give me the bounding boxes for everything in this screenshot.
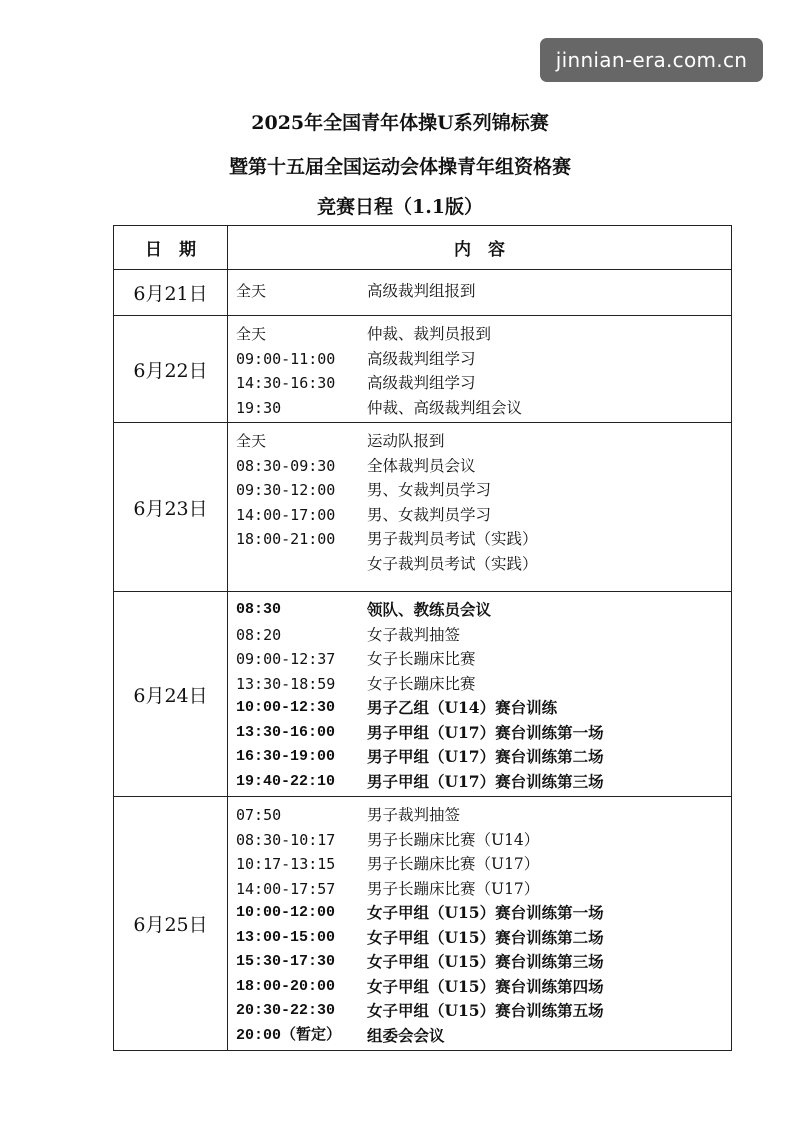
event-time: 19:30 xyxy=(236,398,282,417)
event-time: 10:00-12:00 xyxy=(236,904,336,921)
event-item xyxy=(236,828,731,853)
event-time: 08:30-10:17 xyxy=(236,830,336,849)
event-time: 20:30-22:30 xyxy=(236,1002,336,1019)
event-item xyxy=(236,647,731,672)
event-time: 09:00-12:37 xyxy=(236,650,336,668)
day-date: 6月25日 xyxy=(114,797,228,1051)
day-events xyxy=(228,316,732,423)
event-item xyxy=(236,926,731,951)
table-row xyxy=(114,270,732,316)
day-date: 6月21日 xyxy=(114,270,228,316)
event-item xyxy=(236,672,731,697)
event-text: 女子甲组（U15）赛台训练第四场 xyxy=(367,976,604,996)
event-time: 07:50 xyxy=(236,806,282,824)
event-item xyxy=(236,1024,731,1049)
event-item xyxy=(236,999,731,1024)
event-item xyxy=(236,745,731,770)
event-time: 18:00-21:00 xyxy=(236,530,336,548)
event-text: 高级裁判组学习 xyxy=(367,374,476,392)
document-title: 2025年全国青年体操U系列锦标赛 xyxy=(251,112,549,134)
event-text: 男子甲组（U17）赛台训练第三场 xyxy=(367,771,604,791)
event-item xyxy=(236,623,731,648)
event-text: 女子甲组（U15）赛台训练第一场 xyxy=(367,903,604,922)
event-time: 08:30-09:30 xyxy=(236,456,336,475)
event-item xyxy=(236,347,731,372)
event-item xyxy=(236,552,731,577)
watermark-badge: jinnian-era.com.cn xyxy=(540,38,763,82)
event-item xyxy=(236,803,731,828)
event-item xyxy=(236,527,731,552)
event-time: 全天 xyxy=(236,325,267,343)
event-item xyxy=(236,279,731,304)
table-row xyxy=(114,797,732,1051)
event-item xyxy=(236,503,731,528)
event-time: 19:40-22:10 xyxy=(236,772,336,790)
schedule-table xyxy=(113,225,732,1051)
event-text: 男子长蹦床比赛（U17） xyxy=(367,879,540,898)
event-time: 13:30-16:00 xyxy=(236,723,336,741)
event-time: 18:00-20:00 xyxy=(236,977,336,995)
event-text: 女子长蹦床比赛 xyxy=(367,650,476,668)
event-item xyxy=(236,322,731,347)
event-time: 全天 xyxy=(236,432,267,450)
day-date: 6月22日 xyxy=(114,316,228,423)
event-item xyxy=(236,721,731,746)
event-text: 女子甲组（U15）赛台训练第三场 xyxy=(367,952,604,971)
event-text: 女子裁判员考试（实践） xyxy=(367,554,538,573)
event-text: 男子长蹦床比赛（U14） xyxy=(367,830,540,849)
event-text: 仲裁、高级裁判组会议 xyxy=(367,398,523,417)
event-item xyxy=(236,478,731,503)
event-item xyxy=(236,429,731,454)
event-item xyxy=(236,877,731,902)
event-item xyxy=(236,975,731,1000)
event-item xyxy=(236,696,731,721)
event-item xyxy=(236,598,731,623)
event-time: 20:00（暂定） xyxy=(236,1026,342,1044)
event-text: 男子长蹦床比赛（U17） xyxy=(367,855,540,873)
event-text: 男子甲组（U17）赛台训练第一场 xyxy=(367,722,604,742)
event-text: 女子长蹦床比赛 xyxy=(367,674,476,693)
event-time: 全天 xyxy=(236,282,267,301)
event-time: 15:30-17:30 xyxy=(236,953,336,970)
event-item xyxy=(236,901,731,926)
event-text: 高级裁判组报到 xyxy=(367,282,476,301)
event-item xyxy=(236,454,731,479)
day-events xyxy=(228,797,732,1051)
event-text: 组委会会议 xyxy=(367,1025,445,1045)
day-events xyxy=(228,270,732,316)
table-row xyxy=(114,423,732,592)
event-text: 女子甲组（U15）赛台训练第二场 xyxy=(367,927,604,947)
event-time: 14:00-17:57 xyxy=(236,879,336,898)
table-row xyxy=(114,316,732,423)
event-time: 14:00-17:00 xyxy=(236,505,336,524)
event-time: 08:20 xyxy=(236,625,282,644)
event-time xyxy=(236,552,367,577)
event-time: 09:00-11:00 xyxy=(236,349,336,368)
event-text: 男、女裁判员学习 xyxy=(367,505,492,524)
event-time: 10:00-12:30 xyxy=(236,699,336,716)
event-text: 男、女裁判员学习 xyxy=(367,481,492,499)
header-content: 内 容 xyxy=(228,226,732,270)
schedule-body xyxy=(114,270,732,1051)
event-time: 13:30-18:59 xyxy=(236,674,336,693)
event-time: 13:00-15:00 xyxy=(236,928,336,946)
event-text: 女子甲组（U15）赛台训练第五场 xyxy=(367,1001,604,1020)
event-item xyxy=(236,770,731,795)
event-text: 女子裁判抽签 xyxy=(367,625,461,644)
event-time: 08:30 xyxy=(236,601,282,618)
table-header-row xyxy=(114,226,732,270)
event-item xyxy=(236,950,731,975)
day-events xyxy=(228,423,732,592)
event-text: 男子裁判抽签 xyxy=(367,806,461,824)
event-text: 运动队报到 xyxy=(367,432,445,450)
schedule-title: 竞赛日程（1.1版） xyxy=(316,196,484,218)
document-subtitle: 暨第十五届全国运动会体操青年组资格赛 xyxy=(228,156,571,178)
event-text: 高级裁判组学习 xyxy=(367,349,476,368)
event-item xyxy=(236,371,731,396)
day-events xyxy=(228,592,732,797)
event-text: 仲裁、裁判员报到 xyxy=(367,325,492,343)
event-item xyxy=(236,396,731,421)
event-time: 16:30-19:00 xyxy=(236,748,336,765)
day-date: 6月23日 xyxy=(114,423,228,592)
event-text: 男子裁判员考试（实践） xyxy=(367,530,538,548)
table-row xyxy=(114,592,732,797)
event-time: 09:30-12:00 xyxy=(236,481,336,499)
event-time: 10:17-13:15 xyxy=(236,855,336,873)
event-text: 全体裁判员会议 xyxy=(367,456,476,475)
event-item xyxy=(236,852,731,877)
event-text: 男子乙组（U14）赛台训练 xyxy=(367,698,558,717)
event-text: 男子甲组（U17）赛台训练第二场 xyxy=(367,747,604,766)
event-time: 14:30-16:30 xyxy=(236,374,336,392)
event-text: 领队、教练员会议 xyxy=(367,600,492,619)
day-date: 6月24日 xyxy=(114,592,228,797)
header-date: 日 期 xyxy=(114,226,228,270)
